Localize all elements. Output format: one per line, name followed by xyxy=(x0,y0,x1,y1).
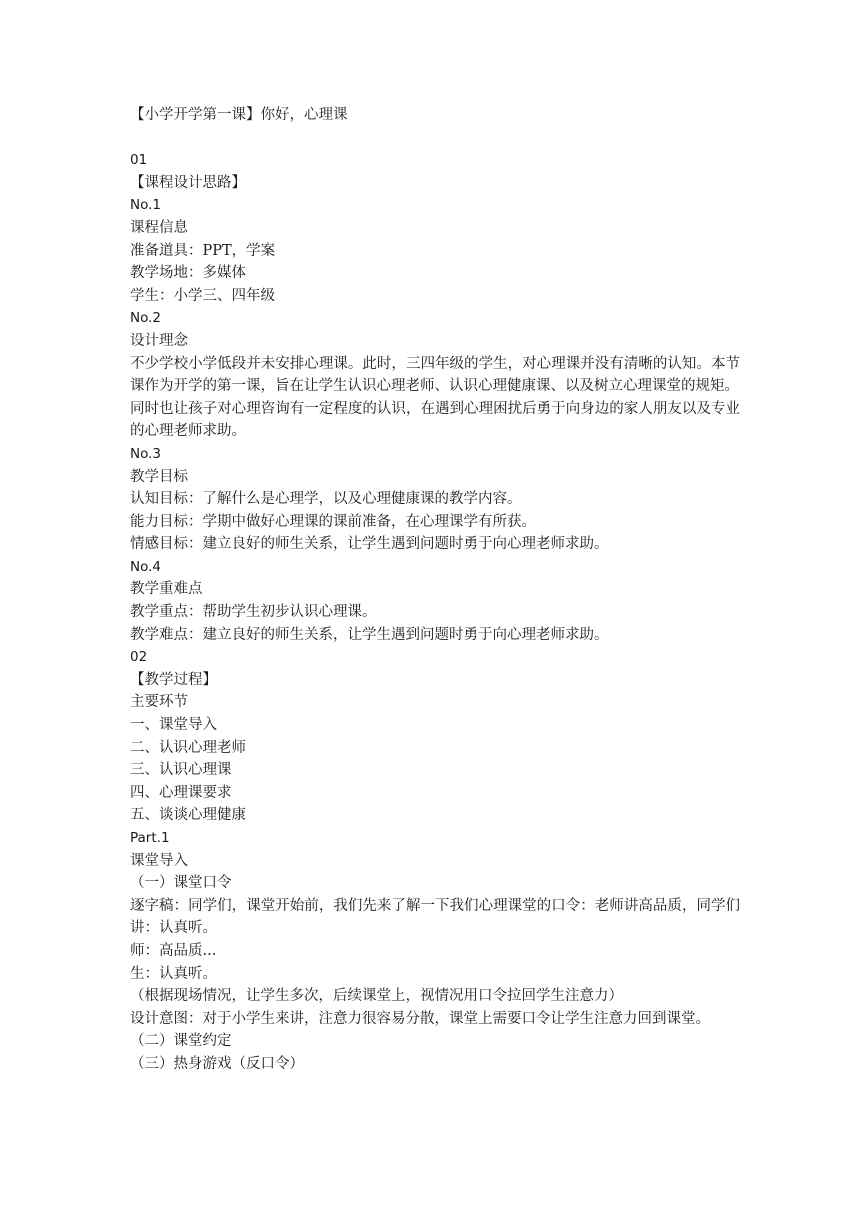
goal-cognitive: 认知目标：了解什么是心理学，以及心理健康课的教学内容。 xyxy=(130,491,522,508)
script-paragraph: 逐字稿：同学们，课堂开始前，我们先来了解一下我们心理课堂的口令：老师讲高品质，同学们讲：认真听。 xyxy=(130,897,740,937)
document-body xyxy=(130,104,740,1076)
subsection-title-key-points: 教学重难点 xyxy=(130,581,203,598)
info-props: 准备道具：PPT，学案 xyxy=(130,242,276,259)
link-item-1: 一、课堂导入 xyxy=(130,717,217,734)
sub-item-class-password: （一）课堂口令 xyxy=(130,875,232,892)
sub-item-class-agreement: （二）课堂约定 xyxy=(130,1033,232,1050)
difficult-point: 教学难点：建立良好的师生关系，让学生遇到问题时勇于向心理老师求助。 xyxy=(130,626,609,643)
subsection-number-2: No.2 xyxy=(130,310,162,327)
info-students: 学生：小学三、四年级 xyxy=(130,287,275,304)
main-links-title: 主要环节 xyxy=(130,694,188,711)
section-number-01: 01 xyxy=(130,152,148,169)
section-heading-teaching-process: 【教学过程】 xyxy=(130,671,217,688)
document-title: 【小学开学第一课】你好，心理课 xyxy=(130,107,348,123)
design-intent-paragraph: 设计意图：对于小学生来讲，注意力很容易分散，课堂上需要口令让学生注意力回到课堂。 xyxy=(130,1010,710,1027)
link-item-2: 二、认识心理老师 xyxy=(130,739,246,756)
info-venue: 教学场地：多媒体 xyxy=(130,265,246,282)
subsection-number-1: No.1 xyxy=(130,197,162,214)
subsection-number-4: No.4 xyxy=(130,558,162,575)
subsection-title-teaching-goals: 教学目标 xyxy=(130,468,188,485)
dialogue-student: 生：认真听。 xyxy=(130,965,217,982)
dialogue-teacher: 师：高品质... xyxy=(130,942,217,959)
section-number-02: 02 xyxy=(130,649,148,666)
sub-item-warmup-game: （三）热身游戏（反口令） xyxy=(130,1055,304,1072)
goal-ability: 能力目标：学期中做好心理课的课前准备，在心理课学有所获。 xyxy=(130,513,536,530)
link-item-5: 五、谈谈心理健康 xyxy=(130,807,246,824)
part-number-1: Part.1 xyxy=(130,830,170,846)
link-item-4: 四、心理课要求 xyxy=(130,784,232,801)
concept-paragraph-1: 不少学校小学低段并未安排心理课。此时，三四年级的学生，对心理课并没有清晰的认知。本节课作为开学的第一课，旨在让学生认识心理老师、认识心理健康课、以及树立心理课堂的规矩。 xyxy=(130,355,740,395)
concept-paragraph-2: 同时也让孩子对心理咨询有一定程度的认识，在遇到心理困扰后勇于向身边的家人朋友以及专业的心理老师求助。 xyxy=(130,400,740,440)
section-heading-course-design: 【课程设计思路】 xyxy=(130,174,246,191)
key-point: 教学重点：帮助学生初步认识心理课。 xyxy=(130,604,377,621)
subsection-title-course-info: 课程信息 xyxy=(130,219,188,236)
note-paragraph: （根据现场情况，让学生多次，后续课堂上，视情况用口令拉回学生注意力） xyxy=(130,988,623,1005)
subsection-title-design-concept: 设计理念 xyxy=(130,332,188,349)
subsection-number-3: No.3 xyxy=(130,445,162,462)
link-item-3: 三、认识心理课 xyxy=(130,762,232,779)
part-title-class-intro: 课堂导入 xyxy=(130,852,188,869)
goal-emotion: 情感目标：建立良好的师生关系，让学生遇到问题时勇于向心理老师求助。 xyxy=(130,536,609,553)
